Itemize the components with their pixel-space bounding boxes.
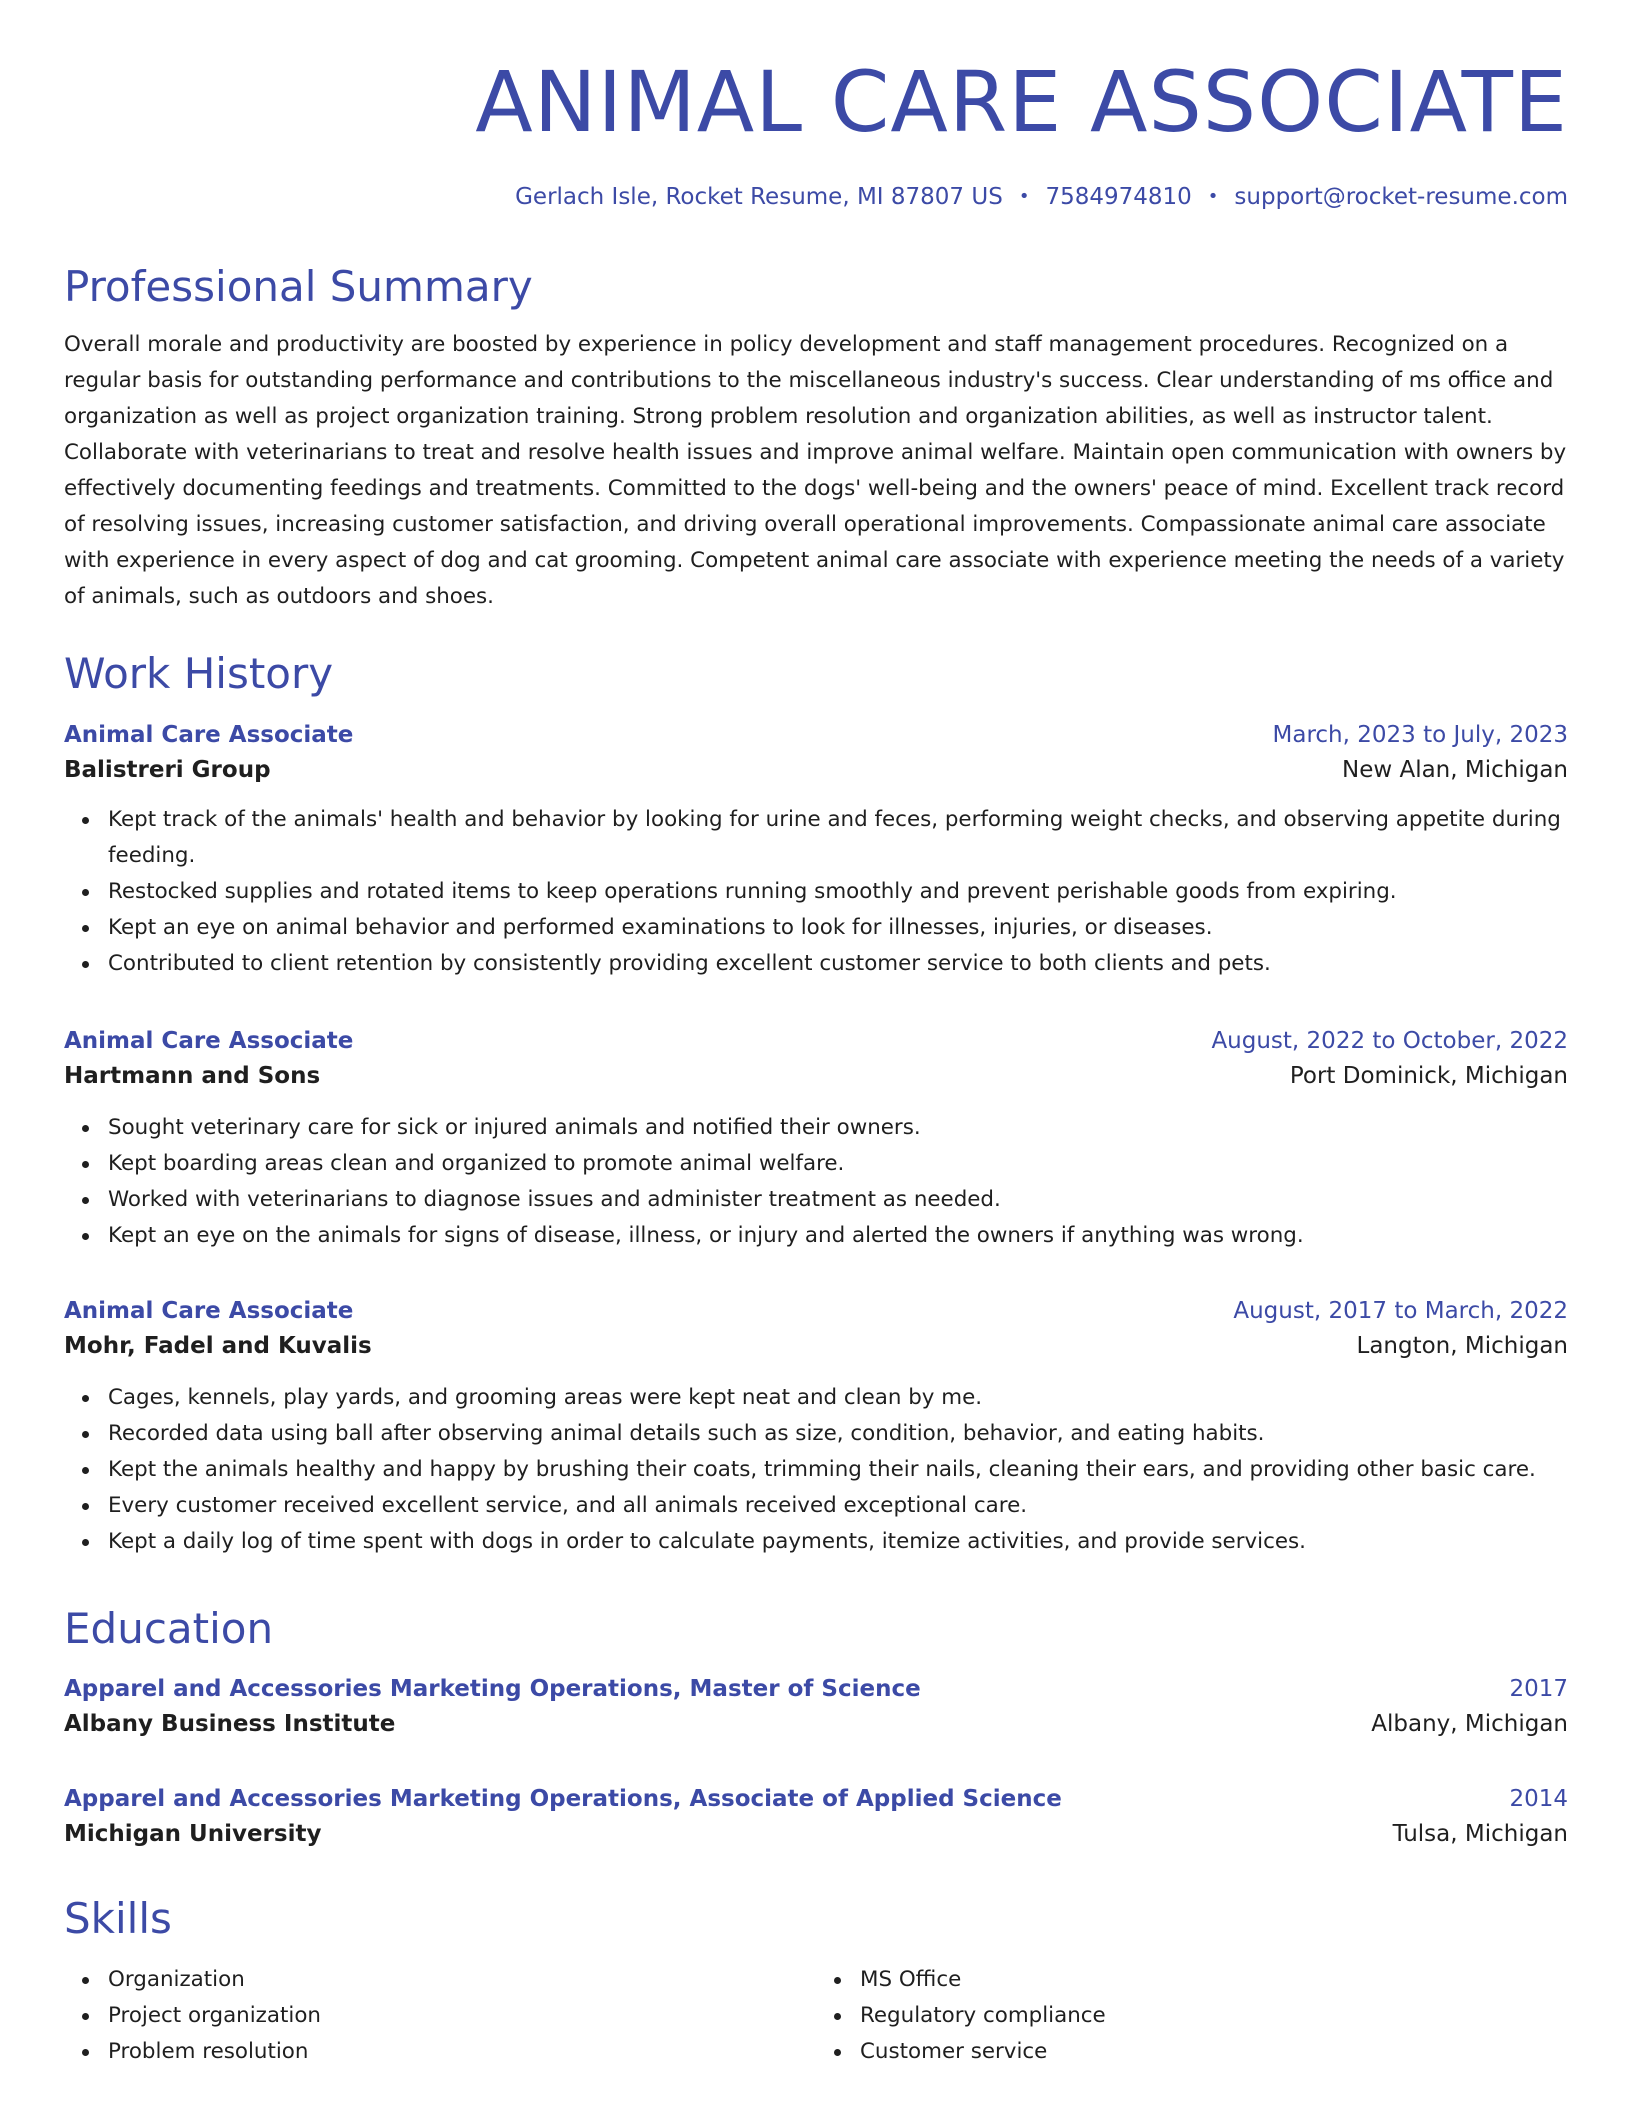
section-title-skills: Skills (64, 1894, 172, 1943)
list-item: Problem resolution (108, 2034, 816, 2070)
list-item: Kept boarding areas clean and organized to promote animal welfare. (108, 1146, 1568, 1182)
job-company-row (64, 1058, 1568, 1094)
list-item: Contributed to client retention by consistently providing excellent customer service to both clients and pets. (108, 946, 1568, 982)
contact-address: Gerlach Isle, Rocket Resume, MI 87807 US (515, 184, 1003, 210)
contact-separator: • (1018, 186, 1030, 207)
list-item: Recorded data using ball after observing animal details such as size, condition, behavior, and eating habits. (108, 1416, 1568, 1452)
school-location: Tulsa, Michigan (1392, 1821, 1568, 1847)
job-header-row (64, 718, 1568, 752)
job-entry (64, 1294, 1568, 1560)
list-item: Kept track of the animals' health and behavior by looking for urine and feces, performing weight checks, and observing appetite during feeding. (108, 802, 1568, 874)
job-bullets (64, 1110, 1568, 1254)
job-title: Animal Care Associate (64, 722, 354, 748)
section-title-education: Education (64, 1604, 274, 1653)
education-entry (64, 1782, 1568, 1852)
degree-year: 2014 (1509, 1786, 1568, 1812)
clipped-heading (64, 2094, 1568, 2112)
list-item: Kept an eye on the animals for signs of disease, illness, or injury and alerted the owners if anything was wrong. (108, 1218, 1568, 1254)
degree-title: Apparel and Accessories Marketing Operations, Associate of Applied Science (64, 1786, 1062, 1812)
job-entry (64, 718, 1568, 982)
resume-header (64, 0, 1568, 218)
job-entry (64, 1024, 1568, 1254)
skills-column-left (64, 1962, 816, 2070)
section-title-summary: Professional Summary (64, 262, 533, 311)
list-item: Every customer received excellent service, and all animals received exceptional care. (108, 1488, 1568, 1524)
page-title: ANIMAL CARE ASSOCIATE (475, 53, 1568, 151)
job-company-row (64, 752, 1568, 788)
education-section (64, 1603, 1568, 1655)
list-item: Project organization (108, 1998, 816, 2034)
work-history-section (64, 648, 1568, 700)
list-item: Kept the animals healthy and happy by brushing their coats, trimming their nails, cleaning their ears, and providing other basic care. (108, 1452, 1568, 1488)
job-location: Port Dominick, Michigan (1289, 1063, 1568, 1089)
list-item: Customer service (860, 2034, 1568, 2070)
contact-line (515, 182, 1568, 212)
education-header-row (64, 1782, 1568, 1816)
list-item: Organization (108, 1962, 816, 1998)
list-item: Worked with veterinarians to diagnose issues and administer treatment as needed. (108, 1182, 1568, 1218)
summary-section (64, 261, 1568, 615)
job-title: Animal Care Associate (64, 1298, 354, 1324)
list-item: Kept a daily log of time spent with dogs in order to calculate payments, itemize activities, and provide services. (108, 1524, 1568, 1560)
job-company-row (64, 1328, 1568, 1364)
skills-section (64, 1893, 1568, 1945)
job-company: Mohr, Fadel and Kuvalis (64, 1333, 372, 1359)
degree-year: 2017 (1509, 1676, 1568, 1702)
job-dates: March, 2023 to July, 2023 (1272, 722, 1568, 748)
list-item: MS Office (860, 1962, 1568, 1998)
list-item: Regulatory compliance (860, 1998, 1568, 2034)
job-bullets (64, 802, 1568, 982)
job-location: Langton, Michigan (1356, 1333, 1568, 1359)
education-header-row (64, 1672, 1568, 1706)
contact-separator: • (1207, 186, 1219, 207)
job-header-row (64, 1294, 1568, 1328)
skills-list (64, 1962, 1568, 2070)
degree-title: Apparel and Accessories Marketing Operations, Master of Science (64, 1676, 921, 1702)
job-title: Animal Care Associate (64, 1028, 354, 1054)
job-header-row (64, 1024, 1568, 1058)
job-dates: August, 2022 to October, 2022 (1211, 1028, 1568, 1054)
education-school-row (64, 1816, 1568, 1852)
list-item: Restocked supplies and rotated items to keep operations running smoothly and prevent perishable goods from expiring. (108, 874, 1568, 910)
skills-column-right (816, 1962, 1568, 2070)
job-dates: August, 2017 to March, 2022 (1233, 1298, 1568, 1324)
job-location: New Alan, Michigan (1341, 757, 1568, 783)
contact-phone: 7584974810 (1045, 184, 1192, 210)
education-school-row (64, 1706, 1568, 1742)
education-entry (64, 1672, 1568, 1742)
school-name: Michigan University (64, 1821, 322, 1847)
summary-text: Overall morale and productivity are boosted by experience in policy development and staff management procedures. Recognized on a regular basis for outstanding performance and contributions to the miscellaneous industry's success. Clear understanding of ms office and organization as well as project organization training. Strong problem resolution and organization abilities, as well as instructor talent. Collaborate with veterinarians to treat and resolve health issues and improve animal welfare. Maintain open communication with owners by effectively documenting feedings and treatments. Committed to the dogs' well-being and the owners' peace of mind. Excellent track record of resolving issues, increasing customer satisfaction, and driving overall operational improvements. Compassionate animal care associate with experience in every aspect of dog and cat grooming. Competent animal care associate with experience meeting the needs of a variety of animals, such as outdoors and shoes. (64, 332, 1567, 609)
school-name: Albany Business Institute (64, 1711, 396, 1737)
school-location: Albany, Michigan (1371, 1711, 1568, 1737)
contact-email: support@rocket-resume.com (1234, 184, 1568, 210)
list-item: Kept an eye on animal behavior and performed examinations to look for illnesses, injuries, or diseases. (108, 910, 1568, 946)
job-bullets (64, 1380, 1568, 1560)
job-company: Hartmann and Sons (64, 1063, 321, 1089)
list-item: Cages, kennels, play yards, and grooming areas were kept neat and clean by me. (108, 1380, 1568, 1416)
job-company: Balistreri Group (64, 757, 271, 783)
section-title-work-history: Work History (64, 649, 334, 698)
list-item: Sought veterinary care for sick or injured animals and notified their owners. (108, 1110, 1568, 1146)
next-section-heading-clipped (64, 2094, 1568, 2112)
